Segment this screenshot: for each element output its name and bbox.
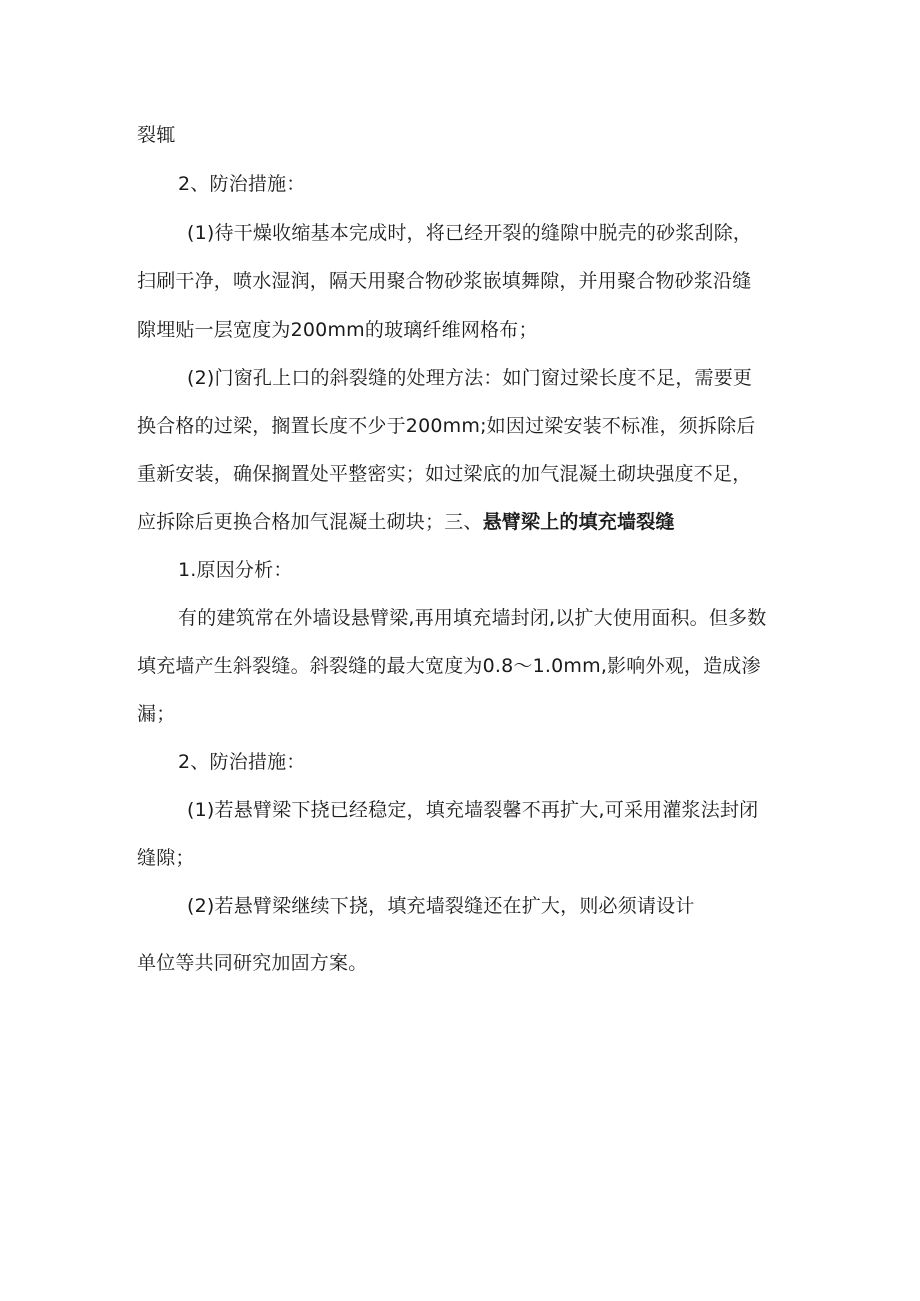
- text-line-18: 单位等共同研究加固方案。: [137, 952, 368, 974]
- text-line-15: (1)若悬臂梁下挠已经稳定，填充墙裂馨不再扩大,可采用灌浆法封闭: [187, 799, 759, 821]
- text-line-3: (1)待干燥收缩基本完成时，将已经开裂的缝隙中脱壳的砂浆刮除，: [187, 222, 753, 244]
- text-line-1: 裂辄: [137, 124, 176, 146]
- text-line-9-normal: 应拆除后更换合格加气混凝土砌块；三、: [137, 511, 483, 533]
- text-line-11: 有的建筑常在外墙设悬臂梁,再用填充墙封闭,以扩大使用面积。但多数: [178, 607, 767, 629]
- text-line-8: 重新安装，确保搁置处平整密实；如过梁底的加气混凝土砌块强度不足，: [137, 463, 752, 485]
- text-line-10: 1.原因分析：: [178, 559, 293, 581]
- text-line-17: (2)若悬臂梁继续下挠，填充墙裂缝还在扩大，则必须请设计: [187, 895, 695, 917]
- text-line-5: 隙埋贴一层宽度为200mm的玻璃纤维网格布；: [137, 319, 538, 341]
- text-line-9: [137, 510, 675, 534]
- text-line-6: (2)门窗孔上口的斜裂缝的处理方法：如门窗过梁长度不足，需要更: [187, 367, 753, 389]
- text-line-16: 缝隙；: [137, 847, 195, 869]
- text-line-14: 2、防治措施：: [178, 751, 306, 773]
- text-line-13: 漏；: [137, 703, 176, 725]
- text-line-2: 2、防治措施：: [178, 173, 306, 195]
- text-line-12: 填充墙产生斜裂缝。斜裂缝的最大宽度为0.8～1.0mm,影响外观，造成渗: [137, 655, 761, 677]
- text-line-7: 换合格的过梁，搁置长度不少于200mm;如因过梁安装不标准，须拆除后: [137, 415, 756, 437]
- text-line-4: 扫刷干净，喷水湿润，隔天用聚合物砂浆嵌填舞隙，并用聚合物砂浆沿缝: [137, 270, 752, 292]
- section-heading: 悬臂梁上的填充墙裂缝: [482, 511, 675, 533]
